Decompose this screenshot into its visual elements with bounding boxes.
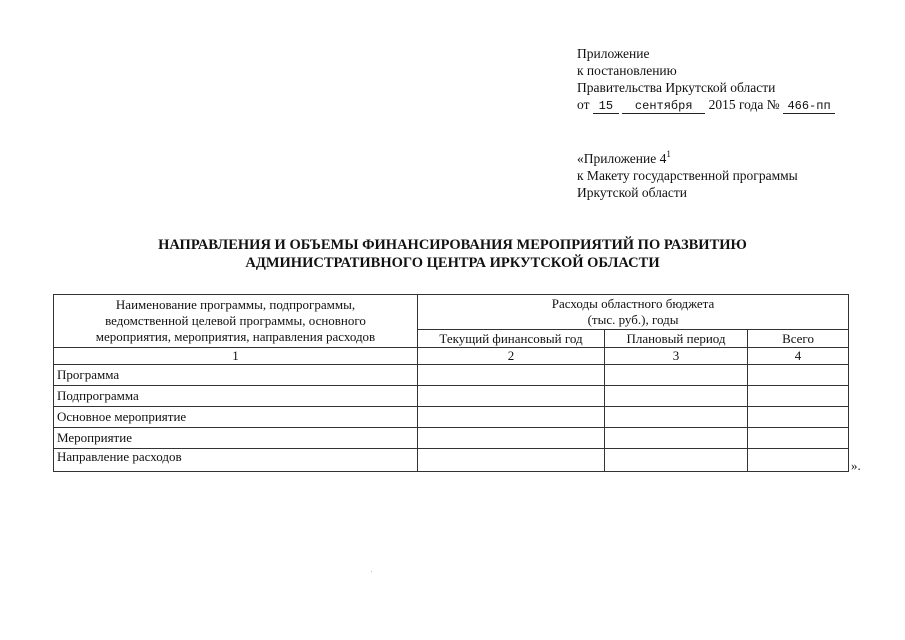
document-number: 466-пп — [783, 100, 835, 114]
column-current-year: Текущий финансовый год — [418, 330, 605, 348]
date-day: 15 — [593, 100, 619, 114]
date-prefix: от — [577, 97, 590, 112]
row-label-expense-direction: Направление расходов — [54, 449, 418, 472]
table-row — [54, 428, 849, 449]
table-numbering-row — [54, 348, 849, 365]
header-name-cell — [54, 295, 418, 348]
column-number-2: 2 — [418, 348, 605, 365]
table-cell — [418, 449, 605, 472]
header-line-1: Приложение — [577, 46, 650, 61]
appendix-superscript: 1 — [666, 149, 671, 159]
table-cell — [748, 365, 849, 386]
column-number-4: 4 — [748, 348, 849, 365]
header-name-line-1: Наименование программы, подпрограммы, — [115, 297, 356, 312]
document-title — [0, 236, 905, 272]
table-cell — [605, 407, 748, 428]
appendix-line-1: «Приложение 4 — [577, 151, 667, 166]
title-line-2: АДМИНИСТРАТИВНОГО ЦЕНТРА ИРКУТСКОЙ ОБЛАСТИ — [245, 255, 660, 271]
title-line-1: НАПРАВЛЕНИЯ И ОБЪЕМЫ ФИНАНСИРОВАНИЯ МЕРОПРИЯТИЙ ПО РАЗВИТИЮ — [158, 237, 747, 253]
row-label-event: Мероприятие — [54, 428, 418, 449]
table-row — [54, 386, 849, 407]
table-cell — [605, 365, 748, 386]
column-total: Всего — [748, 330, 849, 348]
row-label-subprogram: Подпрограмма — [54, 386, 418, 407]
table-cell — [748, 386, 849, 407]
table-cell — [605, 449, 748, 472]
table-row — [54, 365, 849, 386]
row-label-main-event: Основное мероприятие — [54, 407, 418, 428]
date-year: 2015 года № — [708, 97, 780, 112]
column-planned-period: Плановый период — [605, 330, 748, 348]
table-header-row-1 — [54, 295, 849, 330]
scan-speck — [371, 571, 372, 572]
row-label-program: Программа — [54, 365, 418, 386]
table-cell — [605, 386, 748, 407]
table-cell — [418, 407, 605, 428]
header-name-line-3: мероприятия, мероприятия, направления расходов — [95, 329, 376, 344]
appendix-header — [577, 45, 835, 114]
table-cell — [605, 428, 748, 449]
header-name-line-2: ведомственной целевой программы, основного — [105, 313, 366, 328]
table-cell — [748, 407, 849, 428]
table-cell — [418, 386, 605, 407]
financing-table — [53, 294, 849, 472]
table-cell — [748, 428, 849, 449]
header-budget-cell — [418, 295, 849, 330]
table-cell — [748, 449, 849, 472]
appendix-line-3: Иркутской области — [577, 185, 688, 200]
header-line-3: Правительства Иркутской области — [577, 80, 776, 95]
column-number-1: 1 — [54, 348, 418, 365]
table-row — [54, 407, 849, 428]
table-cell — [418, 428, 605, 449]
header-budget-line-1: Расходы областного бюджета — [551, 296, 715, 311]
column-number-3: 3 — [605, 348, 748, 365]
header-date-line — [577, 96, 835, 114]
date-month: сентября — [622, 100, 705, 114]
appendix-line-2: к Макету государственной программы — [577, 168, 798, 183]
table-cell — [418, 365, 605, 386]
appendix-reference — [577, 150, 798, 201]
closing-quote: ». — [851, 458, 861, 473]
table-row — [54, 449, 849, 472]
header-budget-line-2: (тыс. руб.), годы — [587, 312, 679, 327]
header-line-2: к постановлению — [577, 63, 677, 78]
